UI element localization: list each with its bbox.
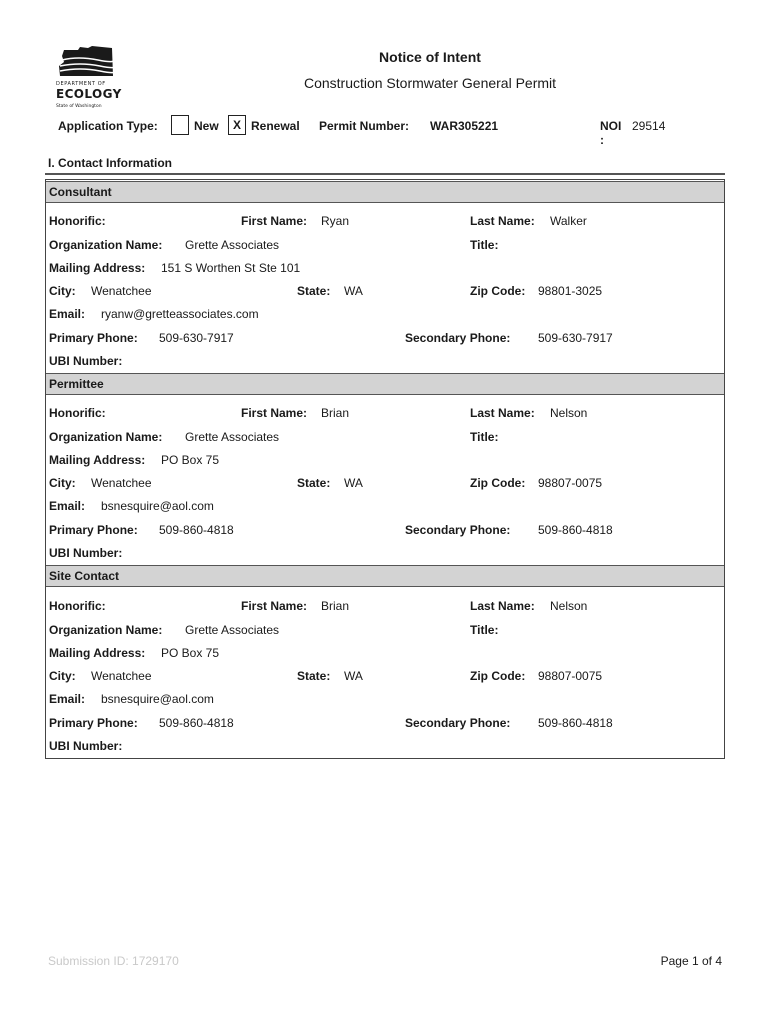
secondary-phone-label: Secondary Phone: bbox=[405, 716, 511, 730]
site-contact-first-name: Brian bbox=[321, 599, 350, 613]
permittee-row-city bbox=[46, 475, 724, 491]
ubi-number-label: UBI Number: bbox=[49, 546, 123, 560]
consultant-row-mailing bbox=[46, 260, 724, 276]
site-contact-last-name: Nelson bbox=[550, 599, 588, 613]
honorific-label: Honorific: bbox=[49, 406, 106, 420]
permittee-state: WA bbox=[344, 476, 363, 490]
permittee-primary-phone: 509-860-4818 bbox=[159, 523, 234, 537]
site-contact-row-city bbox=[46, 668, 724, 684]
ubi-number-label: UBI Number: bbox=[49, 739, 123, 753]
site-contact-row-phone bbox=[46, 715, 724, 731]
last-name-label: Last Name: bbox=[470, 406, 535, 420]
section-divider bbox=[45, 173, 725, 175]
zip-code-label: Zip Code: bbox=[470, 669, 526, 683]
consultant-row-email bbox=[46, 306, 724, 322]
logo-name: ECOLOGY bbox=[56, 87, 122, 101]
permittee-secondary-phone: 509-860-4818 bbox=[538, 523, 613, 537]
section-title: I. Contact Information bbox=[48, 156, 172, 170]
state-label: State: bbox=[297, 476, 331, 490]
first-name-label: First Name: bbox=[241, 214, 308, 228]
noi-number-value: 29514 bbox=[632, 119, 666, 133]
mailing-address-label: Mailing Address: bbox=[49, 261, 146, 275]
site-contact-zip-code: 98807-0075 bbox=[538, 669, 603, 683]
permittee-organization: Grette Associates bbox=[185, 430, 280, 444]
city-label: City: bbox=[49, 476, 76, 490]
consultant-row-phone bbox=[46, 330, 724, 346]
organization-label: Organization Name: bbox=[49, 623, 163, 637]
first-name-label: First Name: bbox=[241, 406, 308, 420]
honorific-label: Honorific: bbox=[49, 214, 106, 228]
logo-state-text: State of Washington bbox=[56, 104, 102, 109]
ubi-number-label: UBI Number: bbox=[49, 354, 123, 368]
permittee-row-name bbox=[46, 405, 724, 421]
secondary-phone-label: Secondary Phone: bbox=[405, 331, 511, 345]
site-contact-state: WA bbox=[344, 669, 363, 683]
organization-label: Organization Name: bbox=[49, 430, 163, 444]
zip-code-label: Zip Code: bbox=[470, 284, 526, 298]
consultant-last-name: Walker bbox=[550, 214, 587, 228]
email-label: Email: bbox=[49, 499, 86, 513]
city-label: City: bbox=[49, 284, 76, 298]
new-label: New bbox=[194, 119, 219, 133]
noi-label: NOI bbox=[600, 119, 622, 133]
permittee-row-mailing bbox=[46, 452, 724, 468]
consultant-zip-code: 98801-3025 bbox=[538, 284, 603, 298]
consultant-row-organization bbox=[46, 237, 724, 253]
consultant-organization: Grette Associates bbox=[185, 238, 280, 252]
email-label: Email: bbox=[49, 692, 86, 706]
permittee-mailing-address: PO Box 75 bbox=[161, 453, 220, 467]
permittee-email: bsnesquire@aol.com bbox=[101, 499, 214, 513]
submission-id: Submission ID: 1729170 bbox=[48, 954, 179, 968]
renewal-label: Renewal bbox=[251, 119, 300, 133]
group-header-consultant: Consultant bbox=[46, 181, 724, 203]
title-label: Title: bbox=[470, 430, 499, 444]
permittee-row-email bbox=[46, 498, 724, 514]
last-name-label: Last Name: bbox=[470, 214, 535, 228]
permittee-first-name: Brian bbox=[321, 406, 350, 420]
zip-code-label: Zip Code: bbox=[470, 476, 526, 490]
mailing-address-label: Mailing Address: bbox=[49, 453, 146, 467]
site-contact-row-name bbox=[46, 598, 724, 614]
consultant-primary-phone: 509-630-7917 bbox=[159, 331, 234, 345]
site-contact-secondary-phone: 509-860-4818 bbox=[538, 716, 613, 730]
site-contact-row-email bbox=[46, 691, 724, 707]
site-contact-row-mailing bbox=[46, 645, 724, 661]
consultant-first-name: Ryan bbox=[321, 214, 350, 228]
group-header-site-contact: Site Contact bbox=[46, 565, 724, 587]
last-name-label: Last Name: bbox=[470, 599, 535, 613]
page-number: Page 1 of 4 bbox=[660, 954, 722, 968]
site-contact-row-ubi bbox=[46, 738, 724, 754]
page-subtitle: Construction Stormwater General Permit bbox=[303, 75, 557, 91]
title-label: Title: bbox=[470, 238, 499, 252]
permittee-city: Wenatchee bbox=[91, 476, 152, 490]
secondary-phone-label: Secondary Phone: bbox=[405, 523, 511, 537]
primary-phone-label: Primary Phone: bbox=[49, 716, 138, 730]
group-header-permittee: Permittee bbox=[46, 373, 724, 395]
permit-number-label: Permit Number: bbox=[319, 119, 410, 133]
site-contact-mailing-address: PO Box 75 bbox=[161, 646, 220, 660]
renewal-checkbox-mark: X bbox=[228, 115, 246, 135]
mailing-address-label: Mailing Address: bbox=[49, 646, 146, 660]
honorific-label: Honorific: bbox=[49, 599, 106, 613]
new-checkbox[interactable] bbox=[171, 115, 189, 135]
permittee-zip-code: 98807-0075 bbox=[538, 476, 603, 490]
site-contact-email: bsnesquire@aol.com bbox=[101, 692, 214, 706]
site-contact-row-organization bbox=[46, 622, 724, 638]
site-contact-city: Wenatchee bbox=[91, 669, 152, 683]
state-label: State: bbox=[297, 284, 331, 298]
consultant-email: ryanw@gretteassociates.com bbox=[101, 307, 259, 321]
primary-phone-label: Primary Phone: bbox=[49, 523, 138, 537]
noi-colon: : bbox=[600, 133, 604, 147]
permittee-row-ubi bbox=[46, 545, 724, 561]
page-title: Notice of Intent bbox=[379, 49, 481, 65]
title-label: Title: bbox=[470, 623, 499, 637]
permit-number-value: WAR305221 bbox=[430, 119, 499, 133]
organization-label: Organization Name: bbox=[49, 238, 163, 252]
consultant-row-ubi bbox=[46, 353, 724, 369]
consultant-mailing-address: 151 S Worthen St Ste 101 bbox=[161, 261, 301, 275]
consultant-state: WA bbox=[344, 284, 363, 298]
first-name-label: First Name: bbox=[241, 599, 308, 613]
consultant-row-name bbox=[46, 213, 724, 229]
site-contact-organization: Grette Associates bbox=[185, 623, 280, 637]
permittee-row-phone bbox=[46, 522, 724, 538]
contact-information-table bbox=[45, 179, 725, 759]
new-checkbox-mark bbox=[171, 115, 189, 135]
state-label: State: bbox=[297, 669, 331, 683]
application-type-label: Application Type: bbox=[58, 119, 158, 133]
permittee-last-name: Nelson bbox=[550, 406, 588, 420]
site-contact-primary-phone: 509-860-4818 bbox=[159, 716, 234, 730]
logo-dept-text: DEPARTMENT OF bbox=[56, 81, 106, 87]
consultant-city: Wenatchee bbox=[91, 284, 152, 298]
primary-phone-label: Primary Phone: bbox=[49, 331, 138, 345]
consultant-row-city bbox=[46, 283, 724, 299]
permittee-row-organization bbox=[46, 429, 724, 445]
city-label: City: bbox=[49, 669, 76, 683]
renewal-checkbox[interactable] bbox=[228, 115, 246, 135]
email-label: Email: bbox=[49, 307, 86, 321]
consultant-secondary-phone: 509-630-7917 bbox=[538, 331, 613, 345]
